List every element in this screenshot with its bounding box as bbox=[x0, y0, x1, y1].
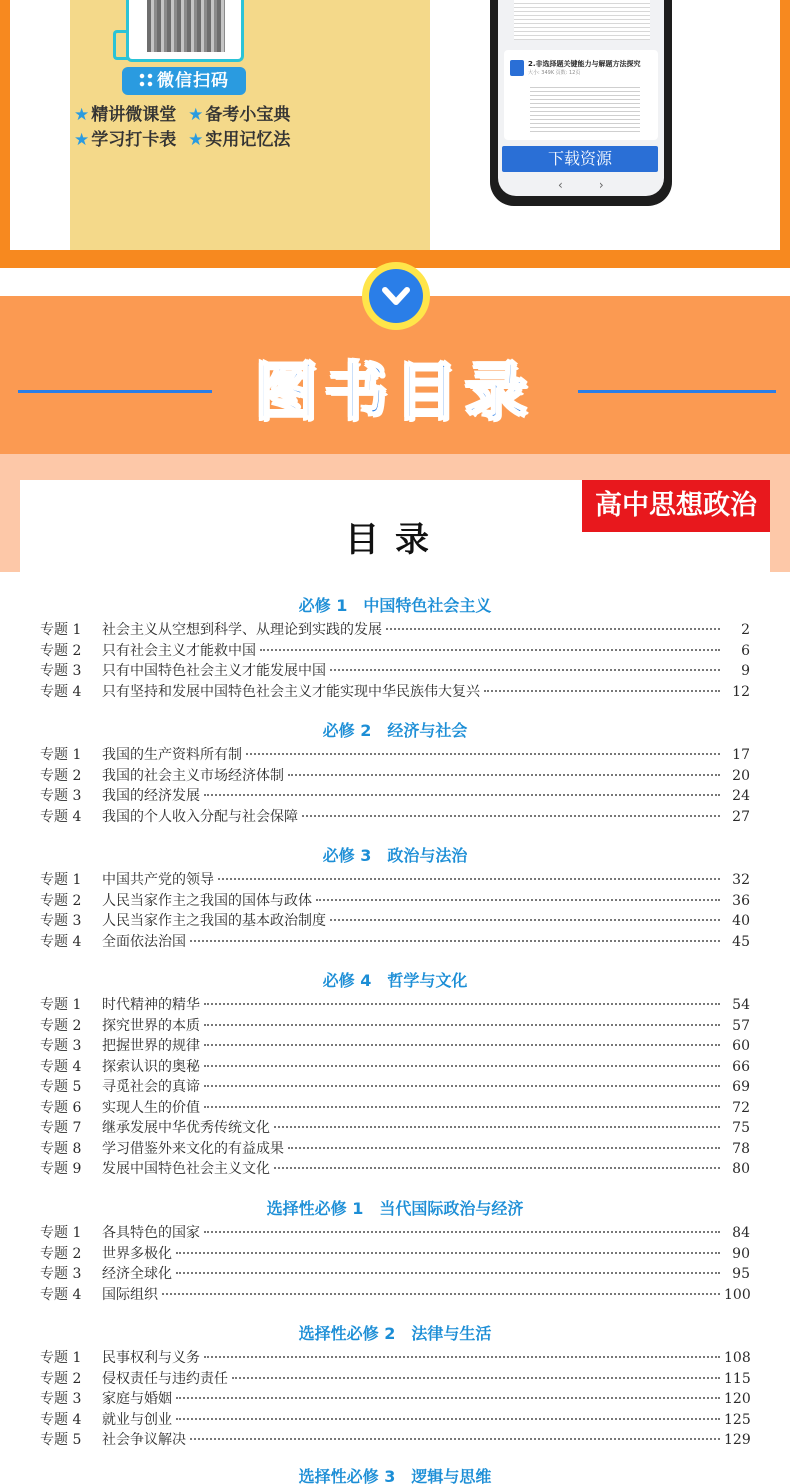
toc-entry[interactable] bbox=[40, 870, 750, 891]
entry-page: 45 bbox=[732, 933, 750, 950]
leader-dots bbox=[218, 878, 720, 880]
entry-page: 40 bbox=[732, 913, 750, 929]
toc-entry[interactable] bbox=[40, 766, 750, 787]
entry-title: 只有中国特色社会主义才能发展中国 bbox=[102, 663, 326, 679]
leader-dots bbox=[176, 1418, 720, 1420]
leader-dots bbox=[204, 1065, 720, 1067]
toc-entry[interactable] bbox=[40, 1369, 750, 1390]
toc-entry[interactable] bbox=[40, 1244, 750, 1265]
entry-title: 把握世界的规律 bbox=[102, 1038, 200, 1054]
feature-item: ★ 实用记忆法 bbox=[188, 130, 291, 150]
entry-number: 专题 3 bbox=[40, 1038, 82, 1054]
entry-number: 专题 5 bbox=[40, 1432, 82, 1448]
toc-entry[interactable] bbox=[40, 1036, 750, 1057]
entry-page: 120 bbox=[724, 1391, 751, 1407]
entry-title: 寻觅社会的真谛 bbox=[102, 1079, 200, 1095]
section-heading: 必修 1 中国特色社会主义 bbox=[298, 596, 492, 615]
leader-dots bbox=[232, 1377, 720, 1379]
feature-row bbox=[74, 125, 334, 150]
toc-entry[interactable] bbox=[40, 1389, 750, 1410]
scroll-down-button[interactable] bbox=[362, 262, 430, 330]
phone-nav bbox=[558, 178, 640, 192]
leader-dots bbox=[274, 1167, 720, 1169]
entry-title: 发展中国特色社会主义文化 bbox=[102, 1161, 270, 1177]
feature-row bbox=[74, 100, 334, 125]
toc-entry[interactable] bbox=[40, 1285, 750, 1306]
toc-entry[interactable] bbox=[40, 911, 750, 932]
toc-section bbox=[40, 844, 750, 952]
entry-title: 社会争议解决 bbox=[102, 1432, 186, 1448]
entry-number: 专题 4 bbox=[40, 683, 82, 700]
entry-title: 继承发展中华优秀传统文化 bbox=[102, 1120, 270, 1136]
entry-title: 时代精神的精华 bbox=[102, 997, 200, 1013]
entry-title: 就业与创业 bbox=[102, 1411, 172, 1428]
entry-title: 世界多极化 bbox=[102, 1245, 172, 1262]
toc-entry[interactable] bbox=[40, 1159, 750, 1180]
section-heading: 选择性必修 3 逻辑与思维 bbox=[298, 1467, 492, 1484]
entry-page: 54 bbox=[732, 997, 750, 1013]
leader-dots bbox=[204, 1003, 720, 1005]
toc-section bbox=[40, 594, 750, 702]
entry-number: 专题 7 bbox=[40, 1120, 82, 1136]
document-pages-preview bbox=[530, 84, 640, 132]
leader-dots bbox=[484, 690, 720, 692]
entry-number: 专题 4 bbox=[40, 1411, 82, 1428]
entry-title: 中国共产党的领导 bbox=[102, 872, 214, 888]
entry-page: 75 bbox=[732, 1120, 750, 1136]
toc-entry[interactable] bbox=[40, 1057, 750, 1078]
feature-item: ★ 备考小宝典 bbox=[188, 105, 291, 125]
toc-entry[interactable] bbox=[40, 995, 750, 1016]
toc-section bbox=[40, 1322, 750, 1451]
entry-page: 84 bbox=[732, 1225, 750, 1241]
entry-title: 人民当家作主之我国的国体与政体 bbox=[102, 892, 312, 909]
toc-entry[interactable] bbox=[40, 1098, 750, 1119]
entry-number: 专题 4 bbox=[40, 1286, 82, 1303]
leader-dots bbox=[190, 940, 720, 942]
chevron-down-icon bbox=[377, 279, 415, 315]
entry-title: 学习借鉴外来文化的有益成果 bbox=[102, 1140, 284, 1157]
entry-title: 实现人生的价值 bbox=[102, 1099, 200, 1116]
toc-entry[interactable] bbox=[40, 786, 750, 807]
entry-title: 我国的经济发展 bbox=[102, 788, 200, 804]
leader-dots bbox=[176, 1252, 720, 1254]
entry-title: 各具特色的国家 bbox=[102, 1225, 200, 1241]
entry-number: 专题 3 bbox=[40, 663, 82, 679]
entry-title: 人民当家作主之我国的基本政治制度 bbox=[102, 913, 326, 929]
leader-dots bbox=[162, 1293, 720, 1295]
toc-entry[interactable] bbox=[40, 891, 750, 912]
leader-dots bbox=[288, 774, 720, 776]
toc-entry[interactable] bbox=[40, 682, 750, 703]
entry-title: 经济全球化 bbox=[102, 1266, 172, 1282]
entry-title: 我国的生产资料所有制 bbox=[102, 747, 242, 763]
leader-dots bbox=[204, 794, 720, 796]
toc-entry[interactable] bbox=[40, 1410, 750, 1431]
entry-title: 全面依法治国 bbox=[102, 933, 186, 950]
toc-entry[interactable] bbox=[40, 1118, 750, 1139]
leader-dots bbox=[190, 1438, 720, 1440]
entry-number: 专题 2 bbox=[40, 1245, 82, 1262]
entry-title: 民事权利与义务 bbox=[102, 1350, 200, 1366]
entry-title: 探究世界的本质 bbox=[102, 1017, 200, 1034]
entry-page: 17 bbox=[732, 747, 750, 763]
section-heading: 选择性必修 2 法律与生活 bbox=[298, 1324, 492, 1343]
entry-number: 专题 2 bbox=[40, 1017, 82, 1034]
star-icon: ★ bbox=[74, 105, 90, 125]
toc-section bbox=[40, 719, 750, 827]
entry-number: 专题 1 bbox=[40, 872, 82, 888]
entry-number: 专题 6 bbox=[40, 1099, 82, 1116]
entry-number: 专题 2 bbox=[40, 892, 82, 909]
toc-entry[interactable] bbox=[40, 1348, 750, 1369]
document-thumbnail bbox=[514, 0, 650, 40]
toc-entry[interactable] bbox=[40, 1016, 750, 1037]
entry-number: 专题 2 bbox=[40, 642, 82, 659]
entry-number: 专题 3 bbox=[40, 1266, 82, 1282]
entry-number: 专题 2 bbox=[40, 1370, 82, 1387]
toc-entry[interactable] bbox=[40, 745, 750, 766]
entry-number: 专题 1 bbox=[40, 747, 82, 763]
leader-dots bbox=[330, 669, 720, 671]
entry-title: 家庭与婚姻 bbox=[102, 1391, 172, 1407]
entry-title: 社会主义从空想到科学、从理论到实践的发展 bbox=[102, 622, 382, 638]
toc-section bbox=[40, 1197, 750, 1305]
feature-item: ★ 精讲微课堂 bbox=[74, 105, 177, 125]
entry-page: 78 bbox=[732, 1140, 750, 1157]
entry-page: 27 bbox=[732, 808, 750, 825]
subject-badge: 高中思想政治 bbox=[582, 480, 770, 532]
entry-page: 125 bbox=[724, 1411, 751, 1428]
entry-title: 探索认识的奥秘 bbox=[102, 1058, 200, 1075]
entry-page: 12 bbox=[732, 683, 750, 700]
toc-entry[interactable] bbox=[40, 641, 750, 662]
entry-page: 115 bbox=[724, 1370, 751, 1387]
entry-number: 专题 8 bbox=[40, 1140, 82, 1157]
toc-entry[interactable] bbox=[40, 932, 750, 953]
entry-title: 只有坚持和发展中国特色社会主义才能实现中华民族伟大复兴 bbox=[102, 683, 480, 700]
toc-section bbox=[40, 1465, 750, 1484]
section-heading: 必修 3 政治与法治 bbox=[322, 846, 468, 865]
entry-number: 专题 1 bbox=[40, 1350, 82, 1366]
toc-entry[interactable] bbox=[40, 1139, 750, 1160]
leader-dots bbox=[204, 1044, 720, 1046]
entry-page: 69 bbox=[732, 1079, 750, 1095]
entry-page: 80 bbox=[732, 1161, 750, 1177]
section-heading: 选择性必修 1 当代国际政治与经济 bbox=[266, 1199, 524, 1218]
section-heading: 必修 2 经济与社会 bbox=[322, 721, 468, 740]
toc-title: 目录 bbox=[345, 520, 445, 560]
star-icon: ★ bbox=[74, 130, 90, 150]
entry-page: 95 bbox=[732, 1266, 750, 1282]
entry-number: 专题 4 bbox=[40, 1058, 82, 1075]
entry-page: 32 bbox=[732, 872, 750, 888]
entry-page: 6 bbox=[741, 642, 750, 659]
scan-label: 微信扫码 bbox=[157, 71, 229, 91]
toc-entry[interactable] bbox=[40, 620, 750, 641]
qr-code-icon bbox=[147, 0, 225, 52]
entry-title: 我国的社会主义市场经济体制 bbox=[102, 767, 284, 784]
entry-page: 66 bbox=[732, 1058, 750, 1075]
entry-page: 2 bbox=[741, 622, 750, 638]
entry-page: 57 bbox=[732, 1017, 750, 1034]
leader-dots bbox=[204, 1085, 720, 1087]
leader-dots bbox=[204, 1024, 720, 1026]
entry-number: 专题 3 bbox=[40, 913, 82, 929]
download-button[interactable]: 下载资源 bbox=[502, 146, 658, 172]
entry-number: 专题 4 bbox=[40, 933, 82, 950]
entry-number: 专题 1 bbox=[40, 997, 82, 1013]
document-card[interactable] bbox=[504, 50, 658, 140]
qr-code-frame bbox=[126, 0, 244, 62]
entry-page: 36 bbox=[732, 892, 750, 909]
leader-dots bbox=[316, 899, 720, 901]
entry-title: 国际组织 bbox=[102, 1286, 158, 1303]
qr-frame-decoration bbox=[113, 30, 129, 60]
entry-number: 专题 9 bbox=[40, 1161, 82, 1177]
toc-entry[interactable] bbox=[40, 661, 750, 682]
entry-title: 侵权责任与违约责任 bbox=[102, 1370, 228, 1387]
entry-page: 108 bbox=[724, 1350, 751, 1366]
entry-number: 专题 5 bbox=[40, 1079, 82, 1095]
back-chevron-icon[interactable]: ‹ bbox=[558, 178, 563, 192]
leader-dots bbox=[302, 815, 720, 817]
entry-page: 72 bbox=[732, 1099, 750, 1116]
entry-page: 129 bbox=[724, 1432, 751, 1448]
section-heading: 必修 4 哲学与文化 bbox=[322, 971, 468, 990]
leader-dots bbox=[274, 1126, 720, 1128]
toc-section bbox=[40, 969, 750, 1180]
phone-mockup bbox=[490, 0, 672, 206]
leader-dots bbox=[288, 1147, 720, 1149]
toc-entry[interactable] bbox=[40, 1430, 750, 1451]
forward-chevron-icon[interactable]: › bbox=[598, 178, 604, 192]
leader-dots bbox=[176, 1272, 720, 1274]
page-title: 图书目录 bbox=[254, 355, 535, 428]
entry-number: 专题 3 bbox=[40, 1391, 82, 1407]
entry-title: 我国的个人收入分配与社会保障 bbox=[102, 808, 298, 825]
star-icon: ★ bbox=[188, 105, 204, 125]
wechat-scan-badge bbox=[122, 67, 246, 95]
document-meta: 大小: 349K 页数: 12页 bbox=[528, 70, 581, 76]
entry-page: 9 bbox=[741, 663, 750, 679]
leader-dots bbox=[386, 628, 720, 630]
entry-page: 100 bbox=[724, 1286, 751, 1303]
toc-entry[interactable] bbox=[40, 1077, 750, 1098]
entry-number: 专题 2 bbox=[40, 767, 82, 784]
document-icon bbox=[510, 60, 524, 76]
entry-page: 24 bbox=[732, 788, 750, 804]
title-divider-left bbox=[18, 390, 212, 393]
entry-page: 90 bbox=[732, 1245, 750, 1262]
entry-number: 专题 1 bbox=[40, 1225, 82, 1241]
entry-number: 专题 3 bbox=[40, 788, 82, 804]
leader-dots bbox=[330, 919, 720, 921]
scan-grid-icon bbox=[139, 73, 153, 87]
leader-dots bbox=[246, 753, 720, 755]
toc-entry[interactable] bbox=[40, 807, 750, 828]
leader-dots bbox=[176, 1397, 720, 1399]
entry-number: 专题 4 bbox=[40, 808, 82, 825]
entry-number: 专题 1 bbox=[40, 622, 82, 638]
title-divider-right bbox=[578, 390, 776, 393]
entry-title: 只有社会主义才能救中国 bbox=[102, 642, 256, 659]
star-icon: ★ bbox=[188, 130, 204, 150]
entry-page: 20 bbox=[732, 767, 750, 784]
document-title: 2.非选择题关键能力与解题方法探究 bbox=[528, 60, 641, 68]
leader-dots bbox=[204, 1356, 720, 1358]
leader-dots bbox=[204, 1106, 720, 1108]
entry-page: 60 bbox=[732, 1038, 750, 1054]
toc-entry[interactable] bbox=[40, 1264, 750, 1285]
feature-item: ★ 学习打卡表 bbox=[74, 130, 177, 150]
leader-dots bbox=[260, 649, 720, 651]
leader-dots bbox=[204, 1231, 720, 1233]
toc-entry[interactable] bbox=[40, 1223, 750, 1244]
